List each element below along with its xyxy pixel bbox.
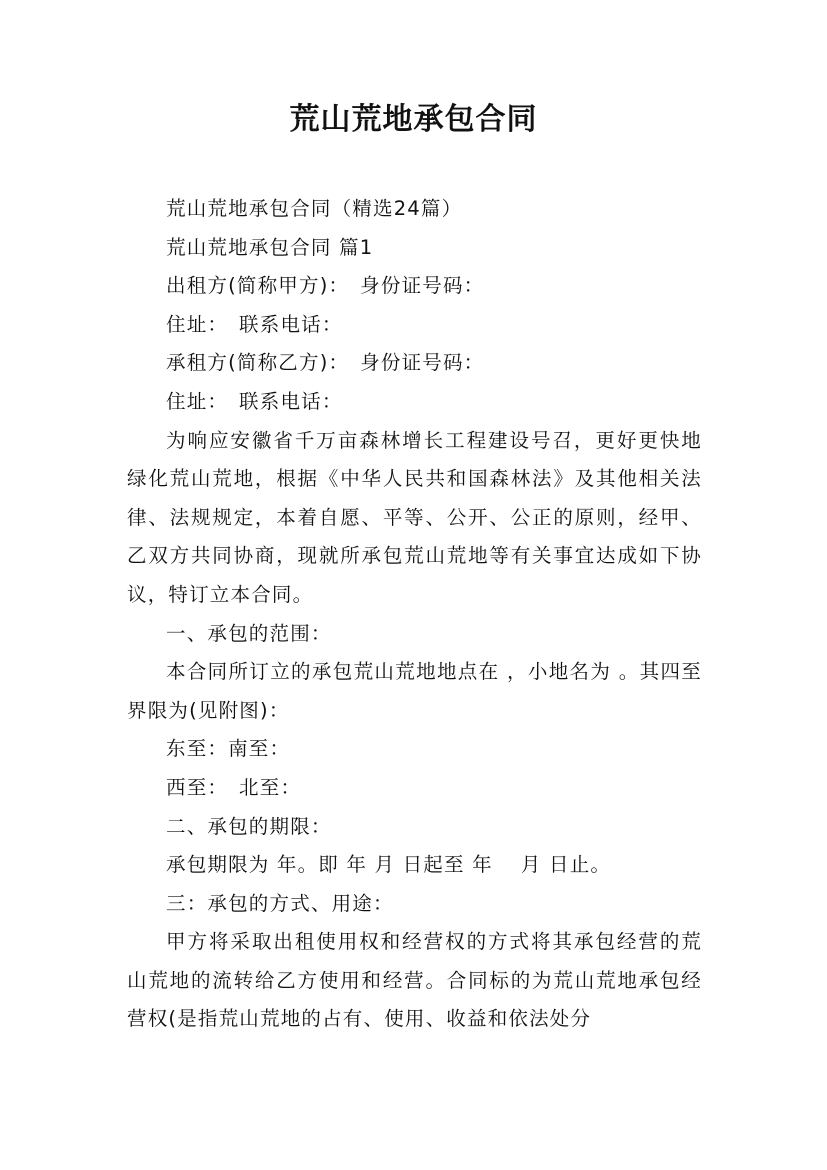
paragraph-clause-3-method: 甲方将采取出租使用权和经营权的方式将其承包经营的荒山荒地的流转给乙方使用和经营。合同标的为荒山荒地承包经营权(是指荒山荒地的占有、使用、收益和依法处分 bbox=[127, 930, 702, 1031]
document-title: 荒山荒地承包合同 bbox=[289, 102, 538, 137]
paragraph-clause-2-term: 承包期限为 年。即 年 月 日起至 年 月 日止。 bbox=[166, 853, 612, 877]
paragraph-preamble: 为响应安徽省千万亩森林增长工程建设号召，更好更快地绿化荒山荒地，根据《中华人民共和国森林法》及其他相关法律、法规规定，本着自愿、平等、公开、公正的原则，经甲、乙双方共同协商，现就所承包荒山荒地等有关事宜达成如下协议，特订立本合同。 bbox=[127, 428, 702, 606]
paragraph-clause-1-heading: 一、承包的范围： bbox=[166, 621, 332, 645]
paragraph-clause-3-heading: 三：承包的方式、用途： bbox=[166, 891, 394, 915]
paragraph-lessee: 承租方(简称乙方)： 身份证号码： bbox=[166, 351, 485, 375]
paragraph-lessor: 出租方(简称甲方)： 身份证号码： bbox=[166, 274, 485, 298]
paragraph-clause-1-location: 本合同所订立的承包荒山荒地地点在 ，小地名为 。其四至界限为(见附图)： bbox=[127, 660, 702, 722]
paragraph-boundary-west-north: 西至： 北至： bbox=[166, 775, 302, 799]
paragraph-boundary-east-south: 东至：南至： bbox=[166, 737, 291, 761]
paragraph-section-heading: 荒山荒地承包合同 篇1 bbox=[166, 235, 374, 259]
paragraph-lessor-address: 住址： 联系电话： bbox=[166, 312, 343, 336]
paragraph-lessee-address: 住址： 联系电话： bbox=[166, 389, 343, 413]
document-body bbox=[127, 190, 702, 1039]
paragraph-clause-2-heading: 二、承包的期限： bbox=[166, 814, 332, 838]
paragraph-subtitle: 荒山荒地承包合同（精选24篇） bbox=[166, 197, 463, 220]
